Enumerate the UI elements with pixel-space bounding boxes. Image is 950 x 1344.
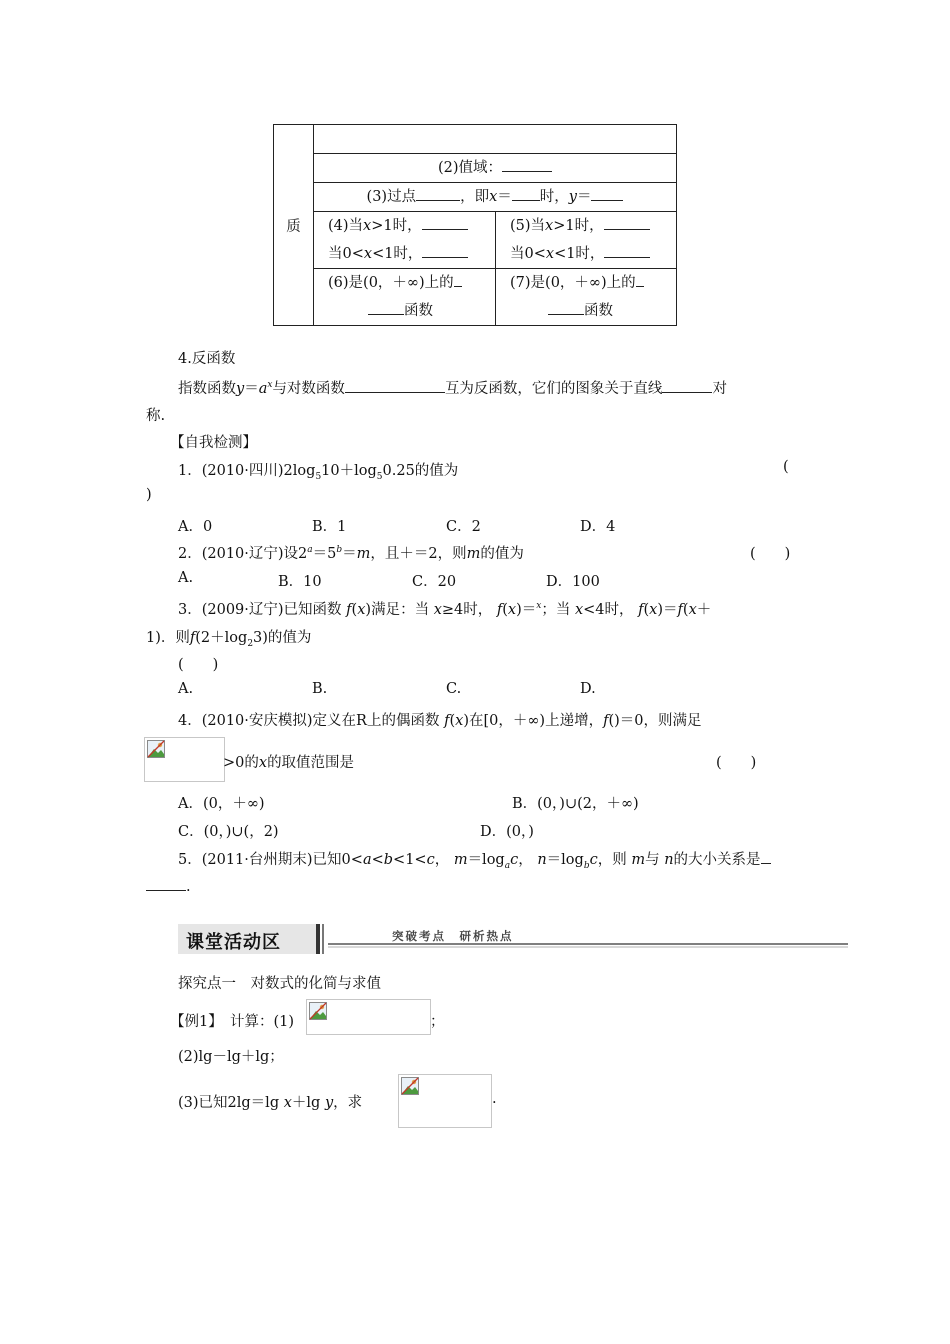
q3-option-d: D.: [580, 681, 596, 697]
question-1: 1．(2010·四川)$2\log_510+\log_50.25$的值为: [178, 463, 459, 482]
broken-image-icon: [147, 740, 165, 758]
section-4-title: 4.反函数: [178, 351, 236, 367]
table-side-label: 质: [274, 125, 314, 326]
table-row-range: (2)值域：: [314, 154, 677, 183]
q2-option-a: A.: [178, 570, 194, 586]
q1-option-c: C．2: [446, 519, 481, 535]
example-part-3: (3)已知2lg＝lg x＋lg y，求: [178, 1095, 363, 1111]
q4-option-d: D．(0，): [480, 824, 534, 840]
table-cell-7: (7)是(0，＋∞)上的 函数: [496, 269, 677, 326]
table-row-fixed-point: (3)过点 ，即x＝ 时，y＝: [314, 183, 677, 212]
q4-option-c: C．(0，)∪(，2): [178, 824, 279, 840]
q3-option-c: C.: [446, 681, 462, 697]
question-5-line-1: 5．(2011·台州期末)已知0<a<b<1<c， $m=\log_ac$， $n=\log_bc$，则 m与 n的大小关系是: [178, 848, 771, 871]
example-1-line: 【例1】 计算：(1): [170, 1014, 295, 1030]
q3-option-b: B.: [312, 681, 328, 697]
q2-option-b: B．10: [278, 574, 322, 590]
broken-image-icon: [309, 1002, 327, 1020]
section-4-line-2: 称.: [146, 408, 166, 424]
question-5-line-2: .: [146, 876, 191, 895]
table-cell-6: (6)是(0，＋∞)上的 函数: [314, 269, 496, 326]
example-1-end: ；: [430, 1014, 445, 1030]
question-1-paren-close: ): [146, 487, 152, 503]
question-1-paren-open: (: [783, 459, 789, 475]
question-2: 2．(2010·辽宁)设$2^a=5^b=m$，且＋＝2，则m的值为: [178, 545, 524, 562]
property-table: [273, 124, 677, 326]
q3-option-a: A.: [178, 681, 194, 697]
broken-image-q4: [144, 737, 225, 782]
question-3-line-1: 3．(2009·辽宁)已知函数 f(x)满足：当 x≥4时， f(x)＝$^x$；当 x<4时， f(x)＝f(x＋: [178, 601, 712, 618]
q4-option-b: B．(0，)∪(2，＋∞): [512, 796, 639, 812]
question-4-line-1: 4．(2010·安庆模拟)定义在R上的偶函数 f(x)在[0，＋∞)上递增，f()＝0，则满足: [178, 713, 702, 729]
example-part-3-end: .: [492, 1091, 497, 1107]
question-3-line-2: 1)．则$f(2+\log_23)$的值为: [146, 630, 312, 649]
q4-option-a: A．(0，＋∞): [178, 796, 265, 812]
question-4-paren: ( ): [716, 755, 757, 771]
table-row-1: [314, 125, 677, 154]
q2-option-d: D．100: [546, 574, 600, 590]
question-2-paren: ( ): [750, 546, 791, 562]
banner-title: 课堂活动区: [186, 932, 281, 953]
broken-image-example-1: [306, 999, 431, 1035]
question-3-paren: ( ): [178, 657, 219, 673]
table-cell-5: (5)当x>1时， 当0<x<1时，: [496, 212, 677, 269]
q1-option-d: D．4: [580, 519, 616, 535]
table-cell-4: (4)当x>1时， 当0<x<1时，: [314, 212, 496, 269]
section-4-line-1: 指数函数$y=a^x$与对数函数 互为反函数，它们的图象关于直线 对: [178, 377, 727, 398]
q1-option-b: B．1: [312, 519, 347, 535]
question-4-line-2: >0的x的取值范围是: [223, 755, 355, 771]
banner-subtitle: 突破考点 研析热点: [392, 929, 514, 943]
explore-title: 探究点一 对数式的化简与求值: [178, 976, 381, 992]
example-part-2: (2)lg－lg＋lg；: [178, 1049, 284, 1065]
self-check-heading: 【自我检测】: [170, 435, 257, 451]
broken-image-icon: [401, 1077, 419, 1095]
q2-option-c: C．20: [412, 574, 457, 590]
broken-image-example-3: [398, 1074, 492, 1128]
q1-option-a: A．0: [178, 519, 213, 535]
